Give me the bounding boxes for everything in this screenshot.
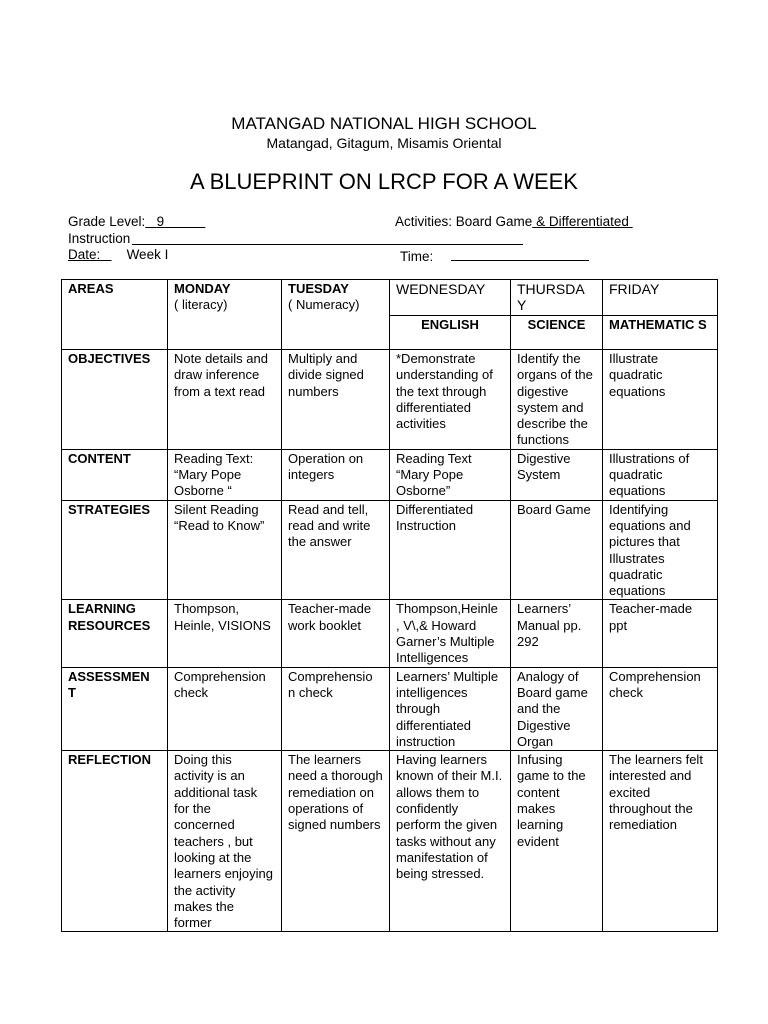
table-header-row: [62, 280, 718, 316]
monday-header: [168, 280, 282, 350]
cell-tuesday: Read and tell, read and write the answer: [282, 500, 390, 600]
time-label: Time:: [400, 249, 434, 264]
time-line: [400, 247, 589, 264]
activities-line: [395, 214, 633, 229]
subject-mathematics: MATHEMATIC S: [603, 316, 718, 350]
cell-monday: Note details and draw inference from a text read: [168, 350, 282, 450]
blueprint-table: [61, 279, 718, 932]
date-label: Date:: [68, 247, 101, 262]
cell-monday: Thompson, Heinle, VISIONS: [168, 600, 282, 667]
tuesday-sub: ( Numeracy): [288, 297, 360, 313]
cell-friday: Comprehension check: [603, 667, 718, 750]
area-label: OBJECTIVES: [62, 350, 168, 450]
cell-monday: Comprehension check: [168, 667, 282, 750]
areas-header: AREAS: [62, 280, 168, 350]
table-row-reflection: [62, 751, 718, 932]
cell-thursday: Identify the organs of the digestive system and describe the functions: [511, 350, 603, 450]
table-row-objectives: [62, 350, 718, 450]
cell-tuesday: Comprehensio n check: [282, 667, 390, 750]
cell-monday: Doing this activity is an additional task for the concerned teachers , but looking at the learners enjoying the activity makes the former: [168, 751, 282, 932]
area-label: ASSESSMEN T: [62, 667, 168, 750]
school-name: MATANGAD NATIONAL HIGH SCHOOL: [231, 114, 537, 133]
cell-tuesday: Operation on integers: [282, 449, 390, 500]
cell-tuesday: The learners need a thorough remediation on operations of signed numbers: [282, 751, 390, 932]
instruction-label: Instruction: [68, 231, 131, 246]
cell-friday: The learners felt interested and excited throughout the remediation: [603, 751, 718, 932]
cell-wednesday: Learners’ Multiple intelligences through differentiated instruction: [390, 667, 511, 750]
cell-wednesday: Having learners known of their M.I. allows them to confidently perform the given tasks without any manifestation of being stressed.: [390, 751, 511, 932]
cell-monday: Reading Text: “Mary Pope Osborne “: [168, 449, 282, 500]
activities-value: & Differentiated: [536, 214, 629, 229]
grade-level-value: 9: [156, 214, 165, 229]
subject-science: SCIENCE: [511, 316, 603, 350]
table-row-learning-resources: [62, 600, 718, 667]
cell-wednesday: Reading Text “Mary Pope Osborne”: [390, 449, 511, 500]
school-address: Matangad, Gitagum, Misamis Oriental: [266, 135, 502, 151]
instruction-line: [68, 231, 130, 246]
area-label: LEARNING RESOURCES: [62, 600, 168, 667]
date-line: [68, 247, 168, 262]
area-label: CONTENT: [62, 449, 168, 500]
cell-friday: Identifying equations and pictures that Illustrates quadratic equations: [603, 500, 718, 600]
cell-tuesday: Teacher-made work booklet: [282, 600, 390, 667]
wednesday-header: WEDNESDAY: [390, 280, 511, 316]
grade-level-line: [68, 214, 205, 229]
table-row-content: [62, 449, 718, 500]
instruction-underline: [132, 244, 523, 245]
cell-friday: Illustrations of quadratic equations: [603, 449, 718, 500]
cell-wednesday: Thompson,Heinle , V\,& Howard Garner’s Multiple Intelligences: [390, 600, 511, 667]
cell-thursday: Board Game: [511, 500, 603, 600]
subject-english: ENGLISH: [390, 316, 511, 350]
cell-friday: Illustrate quadratic equations: [603, 350, 718, 450]
cell-thursday: Digestive System: [511, 449, 603, 500]
monday-sub: ( literacy): [174, 297, 228, 313]
area-label: REFLECTION: [62, 751, 168, 932]
activities-label: Activities: Board Game: [395, 214, 533, 229]
document-title: A BLUEPRINT ON LRCP FOR A WEEK: [190, 169, 578, 194]
cell-thursday: Learners’ Manual pp. 292: [511, 600, 603, 667]
cell-wednesday: Differentiated Instruction: [390, 500, 511, 600]
cell-thursday: Analogy of Board game and the Digestive Organ: [511, 667, 603, 750]
tuesday-header: [282, 280, 390, 350]
grade-level-label: Grade Level:: [68, 214, 146, 229]
cell-friday: Teacher-made ppt: [603, 600, 718, 667]
date-value: Week I: [126, 247, 169, 262]
monday-label: MONDAY: [174, 281, 231, 296]
area-label: STRATEGIES: [62, 500, 168, 600]
table-row-assessment: [62, 667, 718, 750]
friday-header: FRIDAY: [603, 280, 718, 316]
time-blank: [451, 247, 589, 261]
cell-tuesday: Multiply and divide signed numbers: [282, 350, 390, 450]
cell-monday: Silent Reading “Read to Know”: [168, 500, 282, 600]
thursday-header: THURSDA Y: [511, 280, 603, 316]
cell-thursday: Infusing game to the content makes learning evident: [511, 751, 603, 932]
cell-wednesday: *Demonstrate understanding of the text through differentiated activities: [390, 350, 511, 450]
tuesday-label: TUESDAY: [288, 281, 349, 296]
table-row-strategies: [62, 500, 718, 600]
